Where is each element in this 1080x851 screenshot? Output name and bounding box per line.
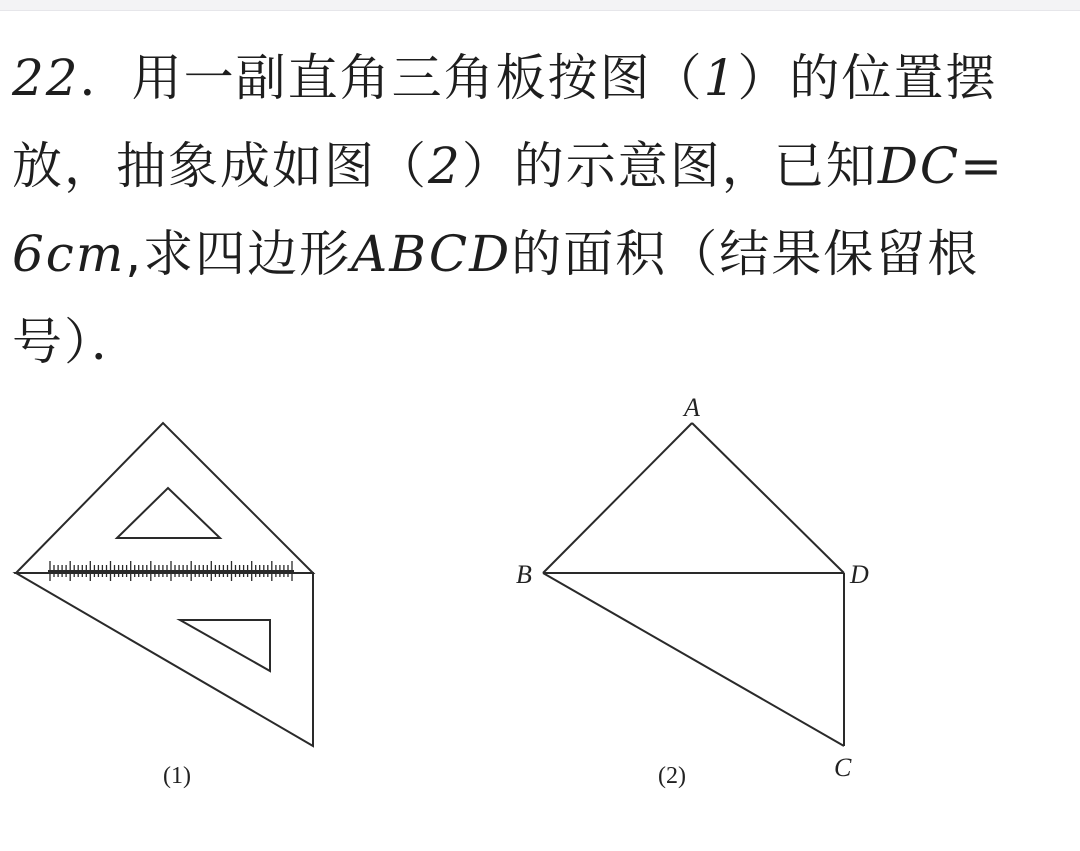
figure-2-caption: (2): [658, 763, 686, 789]
dc-symbol: DC: [877, 137, 961, 195]
label-c: C: [834, 753, 852, 782]
question-text: 22．用一副直角三角板按图（1）的位置摆 放，抽象成如图（2）的示意图，已知DC= 6cm,求四边形ABCD的面积（结果保留根 号）．: [12, 49, 1005, 371]
figure-1: [16, 423, 313, 746]
segment-bc: [543, 573, 844, 746]
label-d: D: [850, 560, 869, 589]
quad-symbol: ABCD: [351, 225, 512, 283]
length-value: 6cm: [12, 225, 126, 283]
upper-inner-triangle: [117, 488, 220, 538]
label-b: B: [516, 560, 532, 589]
segment-ad: [692, 423, 844, 573]
lower-set-square: [16, 573, 313, 746]
figure-2: [543, 423, 844, 746]
upper-set-square: [16, 423, 313, 573]
figure-1-caption: (1): [163, 763, 191, 789]
label-a: A: [684, 393, 700, 422]
segment-ab: [543, 423, 692, 573]
ruler-ticks: [50, 561, 292, 581]
question-number: 22: [12, 49, 80, 107]
lower-inner-triangle: [180, 620, 270, 671]
